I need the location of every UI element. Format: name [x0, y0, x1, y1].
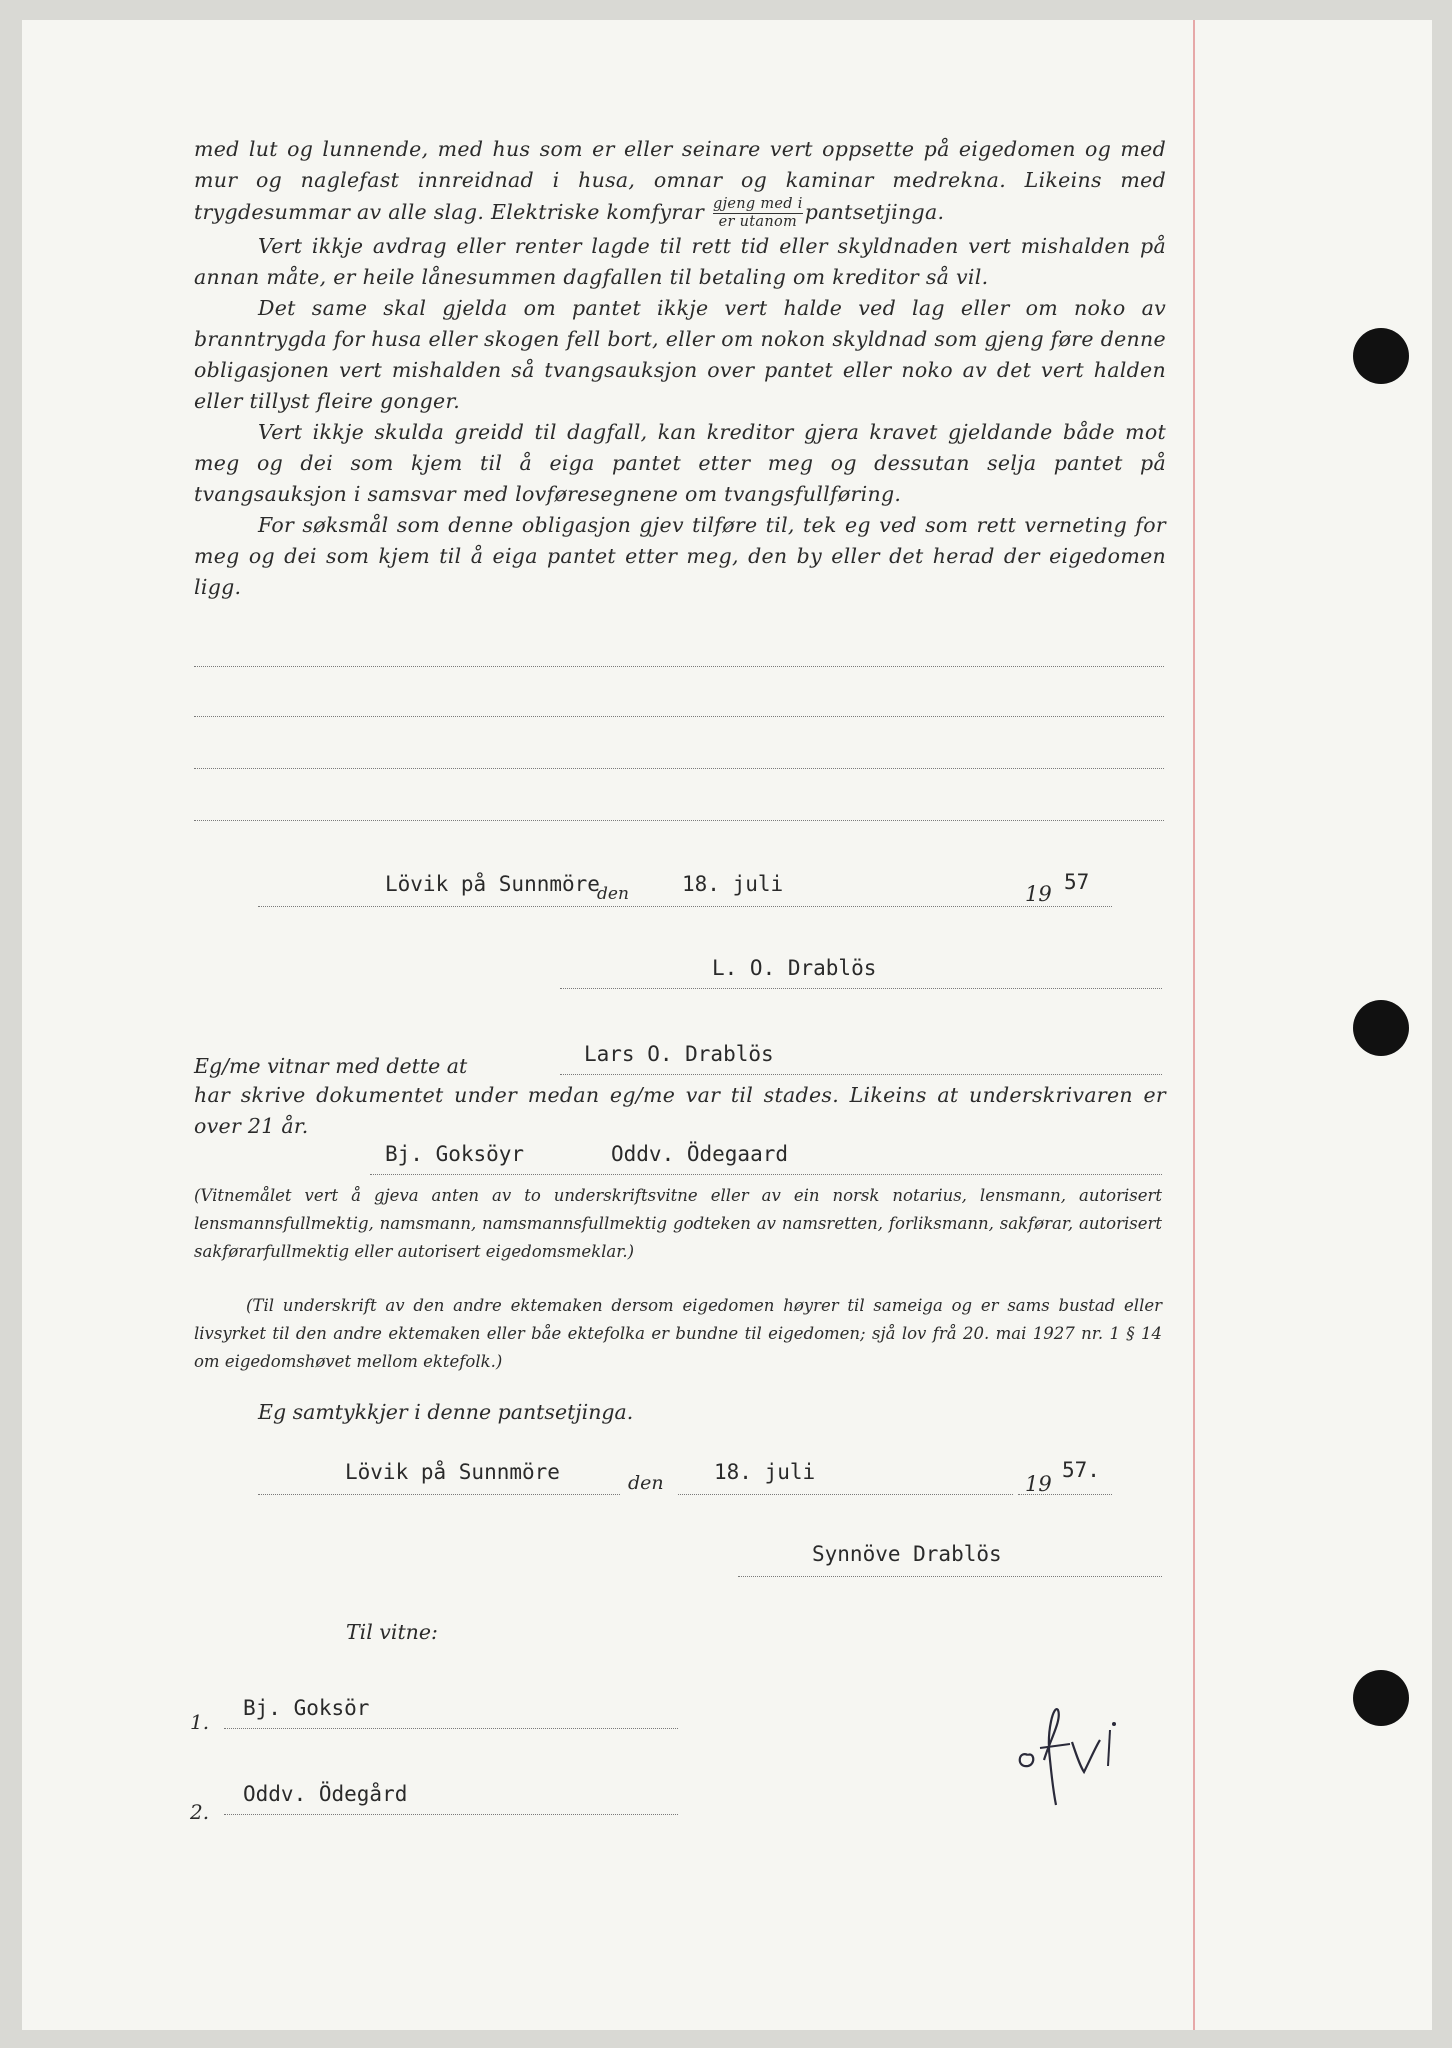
date2-day-line [678, 1494, 1013, 1495]
til-vitne-label: Til vitne: [346, 1620, 438, 1644]
note-spouse-signature [194, 1292, 1162, 1376]
date2-day-month: 18. juli [714, 1460, 816, 1484]
witness-1-number: 1. [190, 1710, 210, 1734]
paragraph-2: Vert ikkje avdrag eller renter lagde til rett tid eller skyldnaden vert mishalden på annan måte, er heile lånesummen dagfallen til betaling om kreditor så vil. [194, 234, 1166, 289]
date1-line [258, 906, 1112, 907]
paragraph-3: Det same skal gjelda om pantet ikkje vert halde ved lag eller om noko av branntrygda for husa eller skogen fell bort, eller om nokon skyldnad som gjeng føre denne obligasjonen vert mishalden så tvangsauksjon over pantet eller noko av det vert halden eller tillyst fleire gonger. [194, 296, 1166, 413]
paragraph-4: Vert ikkje skulda greidd til dagfall, kan kreditor gjera kravet gjeldande både mot meg og dei som kjem til å eiga pantet etter meg og dessutan selja pantet på tvangsauksjon i samsvar med lovføresegnene om tvangsfullføring. [194, 420, 1166, 506]
date1-year-suffix: 57 [1064, 870, 1090, 894]
witness-1-line [224, 1728, 678, 1729]
blank-line-1 [194, 666, 1164, 667]
blank-line-2 [194, 716, 1164, 717]
blank-line-4 [194, 820, 1164, 821]
witness-names-line [370, 1174, 1162, 1175]
paragraph-5: For søksmål som denne obligasjon gjev tilføre til, tek eg ved som rett verneting for meg og dei som kjem til å eiga pantet etter meg, den by eller det herad der eigedomen ligg. [194, 513, 1166, 599]
witness-2-number: 2. [190, 1800, 210, 1824]
fraction-bottom: er utanom [718, 214, 798, 230]
witness-2-line [224, 1814, 678, 1815]
witness-statement-body: har skrive dokumentet under medan eg/me var til stades. Likeins at underskrivaren er over 21 år. [194, 1083, 1166, 1138]
date2-year-prefix: 19 [1025, 1472, 1052, 1496]
signer2-name: Synnöve Drablös [812, 1542, 1002, 1566]
punch-hole-top [1353, 328, 1409, 384]
witness-statement-text [194, 1080, 1166, 1142]
punch-hole-bottom [1353, 1670, 1409, 1726]
punch-hole-middle [1353, 1000, 1409, 1056]
paragraph-1 [194, 134, 1166, 231]
note2-text: (Til underskrift av den andre ektemaken dersom eigedomen høyrer til sameiga og er sams bustad eller livsyrket til den andre ektemaken eller båe ektefolka er bundne til eigedomen; sjå lov frå 20. mai 1927 nr. 1 § 14 om eigedomshøvet mellom ektefolk.) [194, 1296, 1162, 1371]
paragraph-1-text: med lut og lunnende, med hus som er eller seinare vert oppsette på eigedomen og med mur og naglefast innreidnad i husa, omnar og kaminar medrekna. Likeins med trygdesummar av alle slag. Elektriske komfyrar [194, 137, 1166, 224]
fraction-top: gjeng med i [712, 196, 803, 212]
signer1-line [560, 988, 1162, 989]
witness-1-name: Bj. Goksör [243, 1696, 370, 1720]
date2-place-line [258, 1494, 620, 1495]
witness-name-2: Oddv. Ödegaard [611, 1142, 789, 1166]
date2-den-label: den [628, 1472, 664, 1494]
date2-year-suffix: 57. [1062, 1458, 1100, 1482]
margin-rule [1193, 20, 1195, 2030]
witness-2-name: Oddv. Ödegård [243, 1782, 408, 1806]
consent-text: Eg samtykkjer i denne pantsetjinga. [258, 1400, 634, 1424]
signer1-name: L. O. Drablös [712, 956, 877, 980]
date2-year-line [1018, 1494, 1112, 1495]
date2-place: Lövik på Sunnmöre [345, 1460, 560, 1484]
note1-text: (Vitnemålet vert å gjeva anten av to underskriftsvitne eller av ein norsk notarius, lensmann, autorisert lensmannsfullmektig, namsmann, namsmannsfullmektig godteken av namsretten, forliksmann, sakførar, autorisert sakførarfullmektig eller autorisert eigedomsmeklar.) [194, 1186, 1162, 1261]
date1-year-prefix: 19 [1025, 882, 1052, 906]
blank-line-3 [194, 768, 1164, 769]
initials-drawing [1010, 1700, 1140, 1810]
body-text [194, 134, 1166, 603]
date1-day-month: 18. juli [682, 872, 784, 896]
note-witness-rules [194, 1182, 1162, 1266]
witness-name-line [560, 1074, 1162, 1075]
date1-den-label: den [597, 884, 629, 904]
witness-statement-name: Lars O. Drablös [584, 1042, 774, 1066]
date1-place: Lövik på Sunnmöre [385, 872, 600, 896]
witness-statement-prefix: Eg/me vitnar med dette at [194, 1054, 468, 1078]
fraction-choice [713, 196, 803, 231]
paragraph-1-end: pantsetjinga. [804, 200, 945, 224]
witness-name-1: Bj. Goksöyr [385, 1142, 525, 1166]
handwritten-initials [1010, 1700, 1140, 1814]
signer2-line [738, 1576, 1162, 1577]
